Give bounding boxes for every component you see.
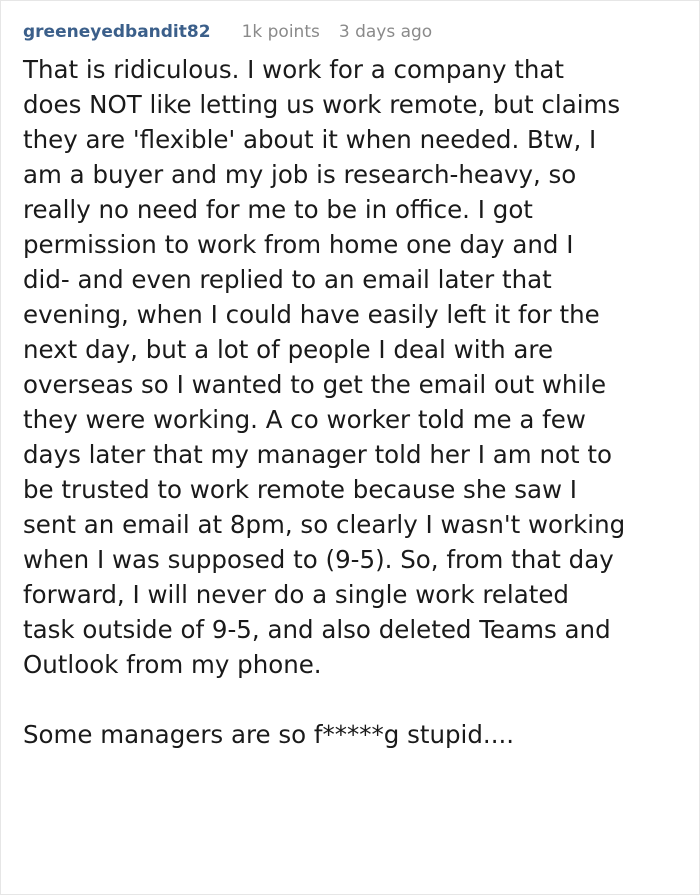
author-username-link[interactable]: greeneyedbandit82 [23,22,211,42]
comment-paragraph: Some managers are so f*****g stupid.... [23,720,515,749]
comment-header [23,21,432,43]
comment-timestamp: 3 days ago [338,22,433,42]
points-count: 1k points [241,22,320,42]
comment-body [23,52,683,752]
comment-paragraph: That is ridiculous. I work for a company that does NOT like letting us work remote, but claims they are 'flexible' about it when needed. Btw, I am a buyer and my job is research-heavy, so really no need for me to be in office. I got permission to work from home one day and I did- and even replied to an email later that evening, when I could have easily left it for the next day, but a lot of people I deal with are overseas so I wanted to get the email out while they were working. A co worker told me a few days later that my manager told her I am not to be trusted to work remote because she saw I sent an email at 8pm, so clearly I wasn't working when I was supposed to (9-5). So, from that day forward, I will never do a single work related task outside of 9-5, and also deleted Teams and Outlook from my phone. [23,55,626,679]
